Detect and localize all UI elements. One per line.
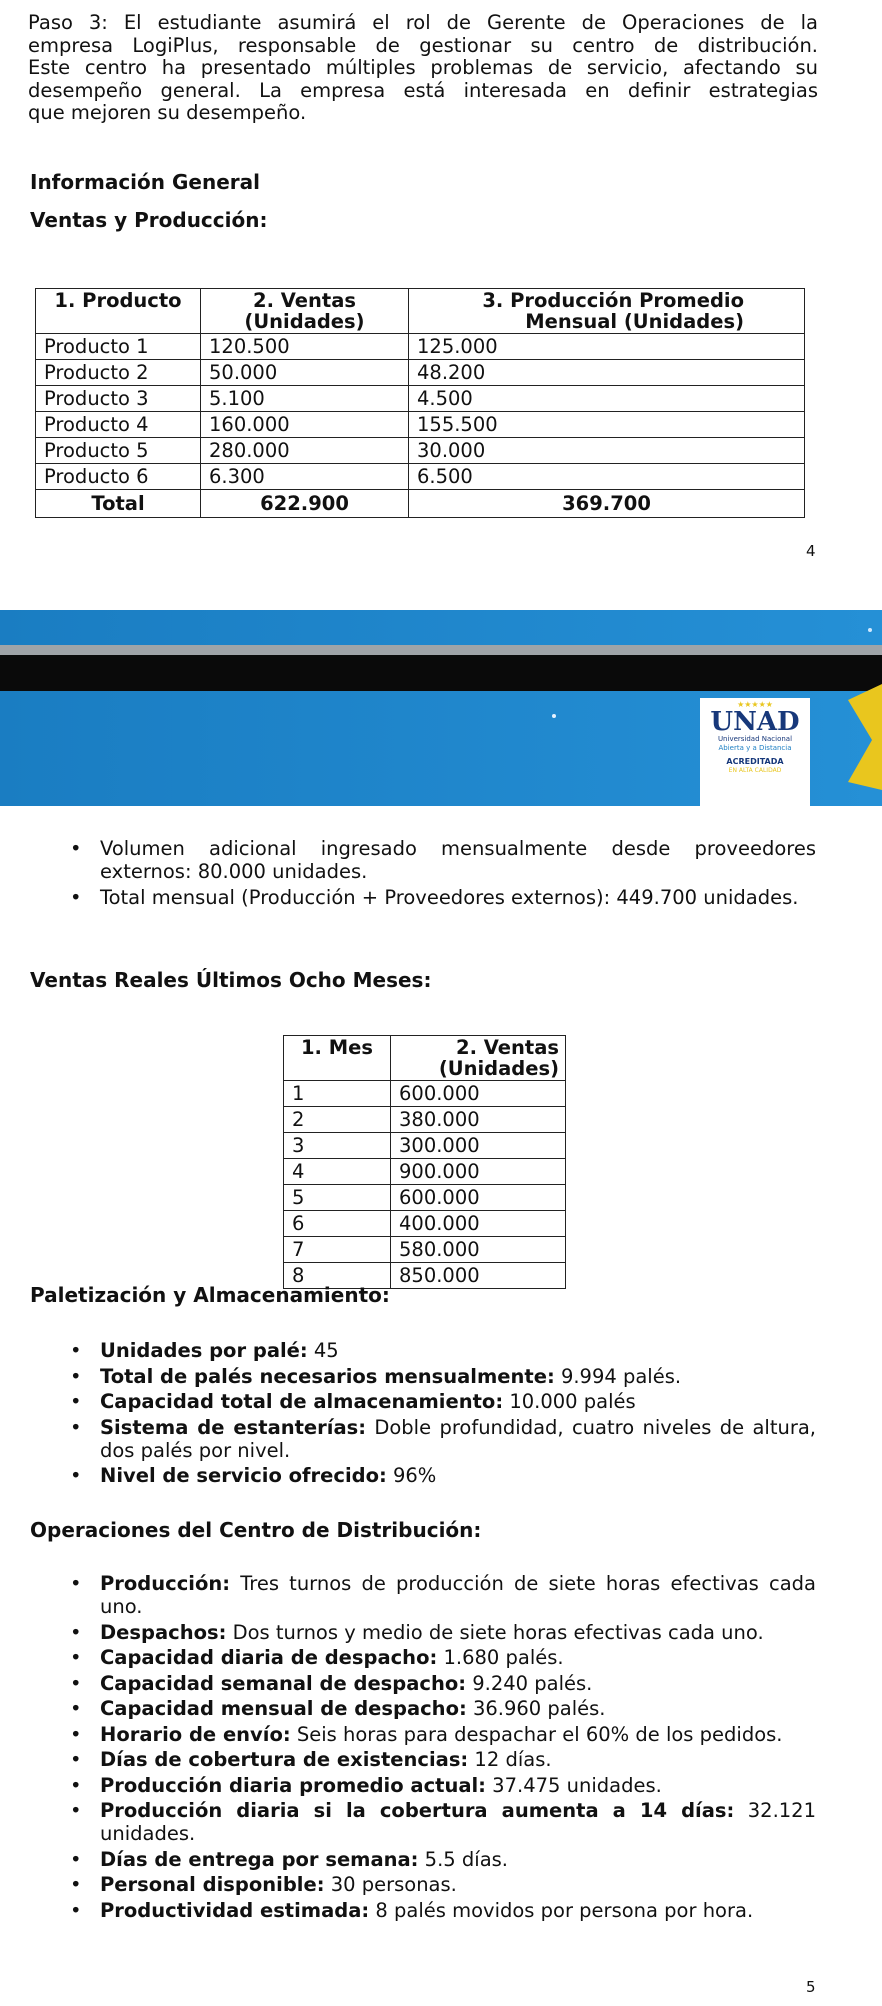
item-value: 45 [307, 1339, 339, 1362]
paletizacion-list [0, 1339, 816, 1490]
table-row [284, 1159, 566, 1185]
intro-line: Este centro ha presentado múltiples problemas de servicio, afectando su [28, 56, 818, 79]
list-item [0, 1697, 816, 1720]
list-item [0, 1339, 816, 1362]
table-cell: 50.000 [201, 360, 409, 386]
table-header-cell: 1. Producto [36, 289, 201, 334]
item-value: 1.680 palés. [437, 1646, 564, 1669]
table-cell: 8 [284, 1263, 391, 1289]
item-value: 32.121 unidades. [100, 1799, 816, 1845]
item-label: Producción diaria promedio actual: [100, 1773, 486, 1797]
item-label: Nivel de servicio ofrecido: [100, 1464, 387, 1487]
table-row [36, 438, 805, 464]
list-item [0, 1646, 816, 1669]
table-cell: 7 [284, 1237, 391, 1263]
table-cell: Producto 5 [36, 438, 201, 464]
table-cell: 1 [284, 1081, 391, 1107]
item-value: 10.000 palés [503, 1390, 636, 1413]
table-cell: 5.100 [201, 386, 409, 412]
table-cell: 6 [284, 1211, 391, 1237]
list-item: • Volumen adicional ingresado mensualmente desde proveedores externos: 80.000 unidades. [0, 837, 816, 883]
table-row [284, 1133, 566, 1159]
table-cell: Producto 1 [36, 334, 201, 360]
table-cell: 6.500 [409, 464, 805, 490]
list-item [0, 1723, 816, 1746]
item-label: Días de cobertura de existencias: [100, 1748, 469, 1771]
table-cell: 580.000 [391, 1237, 566, 1263]
list-item [0, 1672, 816, 1695]
heading-paletizacion: Paletización y Almacenamiento: [30, 1283, 390, 1307]
heading-operaciones: Operaciones del Centro de Distribución: [30, 1518, 482, 1542]
item-value: 9.994 palés. [554, 1364, 682, 1388]
page-break-banner [0, 610, 882, 806]
table-row [284, 1211, 566, 1237]
table-total-cell: Total [36, 490, 201, 518]
item-label: Productividad estimada: [100, 1898, 370, 1922]
list-item [0, 1416, 816, 1462]
table-row [36, 360, 805, 386]
page-number: 5 [806, 1978, 816, 1996]
list-item [0, 1848, 816, 1871]
item-label: Sistema de estanterías: [100, 1415, 367, 1439]
list-item [0, 1799, 816, 1845]
table-header-cell: 1. Mes [284, 1036, 391, 1081]
table-cell: 600.000 [391, 1185, 566, 1211]
table-cell: 120.500 [201, 334, 409, 360]
intro-line: desempeño general. La empresa está interesada en definir estrategias [28, 78, 818, 102]
list-item [0, 1365, 816, 1388]
item-value: 12 días. [468, 1748, 552, 1771]
table-cell: 6.300 [201, 464, 409, 490]
item-value: 5.5 días. [418, 1847, 508, 1871]
table-header-row [36, 289, 805, 334]
table-cell: 160.000 [201, 412, 409, 438]
list-item: • Total mensual (Producción + Proveedores externos): 449.700 unidades. [0, 886, 816, 909]
list-item [0, 1621, 816, 1644]
item-label: Producción diaria si la cobertura aumenta a 14 días: [100, 1799, 735, 1822]
unad-logo [700, 698, 810, 806]
table-header-row [284, 1036, 566, 1081]
table-row [36, 334, 805, 360]
monthly-sales-table [283, 1035, 566, 1289]
item-label: Personal disponible: [100, 1873, 325, 1896]
table-total-cell: 369.700 [409, 490, 805, 518]
table-cell: 600.000 [391, 1081, 566, 1107]
table-cell: 3 [284, 1133, 391, 1159]
table-cell: 48.200 [409, 360, 805, 386]
item-label: Capacidad semanal de despacho: [100, 1671, 467, 1695]
table-cell: Producto 2 [36, 360, 201, 386]
volume-list [0, 837, 816, 911]
table-header-cell: 2. Ventas (Unidades) [201, 289, 409, 334]
list-item [0, 1899, 816, 1922]
item-value: 30 personas. [324, 1873, 457, 1896]
table-row [284, 1237, 566, 1263]
page-number: 4 [806, 542, 816, 560]
logo-line1: Universidad Nacional [717, 735, 793, 743]
table-cell: 2 [284, 1107, 391, 1133]
table-row [36, 412, 805, 438]
heading-ventas-produccion: Ventas y Producción: [30, 208, 268, 232]
item-value: Dos turnos y medio de siete horas efectivas cada uno. [226, 1620, 764, 1644]
item-label: Días de entrega por semana: [100, 1847, 419, 1871]
item-value: Doble profundidad, cuatro niveles de altura, dos palés por nivel. [100, 1415, 816, 1462]
item-value: 9.240 palés. [466, 1671, 593, 1695]
logo-badge: ACREDITADA [726, 757, 784, 766]
intro-line: que mejoren su desempeño. [28, 101, 307, 124]
item-label: Capacidad diaria de despacho: [100, 1646, 438, 1669]
table-row [36, 464, 805, 490]
table-cell: 30.000 [409, 438, 805, 464]
table-row [284, 1107, 566, 1133]
table-cell: Producto 4 [36, 412, 201, 438]
table-cell: 900.000 [391, 1159, 566, 1185]
item-value: Seis horas para despachar el 60% de los pedidos. [290, 1722, 783, 1746]
operaciones-list [0, 1572, 816, 1924]
item-label: Total de palés necesarios mensualmente: [100, 1364, 555, 1388]
table-cell: Producto 3 [36, 386, 201, 412]
item-label: Capacidad total de almacenamiento: [100, 1390, 504, 1413]
table-row [284, 1081, 566, 1107]
table-cell: 850.000 [391, 1263, 566, 1289]
table-cell: 380.000 [391, 1107, 566, 1133]
table-row [36, 386, 805, 412]
item-value: 96% [386, 1464, 437, 1487]
table-cell: 300.000 [391, 1133, 566, 1159]
intro-paragraph [28, 12, 818, 125]
list-item [0, 1873, 816, 1896]
table-cell: 4.500 [409, 386, 805, 412]
intro-line: empresa LogiPlus, responsable de gestionar su centro de distribución. [28, 33, 818, 57]
table-cell: 155.500 [409, 412, 805, 438]
list-item [0, 1748, 816, 1771]
item-value: 37.475 unidades. [485, 1773, 662, 1797]
table-cell: 400.000 [391, 1211, 566, 1237]
table-row [284, 1185, 566, 1211]
heading-informacion-general: Información General [30, 170, 260, 194]
table-header-cell: 2. Ventas (Unidades) [391, 1036, 566, 1081]
products-table [35, 288, 805, 518]
item-value: 8 palés movidos por persona por hora. [369, 1898, 754, 1922]
table-cell: 125.000 [409, 334, 805, 360]
item-label: Capacidad mensual de despacho: [100, 1697, 467, 1720]
heading-ventas-reales: Ventas Reales Últimos Ocho Meses: [30, 968, 432, 992]
table-cell: 280.000 [201, 438, 409, 464]
logo-badge-sub: EN ALTA CALIDAD [728, 767, 782, 774]
item-value: Tres turnos de producción de siete horas efectivas cada uno. [100, 1572, 816, 1618]
item-label: Horario de envío: [100, 1722, 291, 1746]
table-cell: 4 [284, 1159, 391, 1185]
logo-line2: Abierta y a Distancia [718, 744, 792, 752]
table-cell: Producto 6 [36, 464, 201, 490]
table-total-cell: 622.900 [201, 490, 409, 518]
list-item [0, 1572, 816, 1618]
intro-line: Paso 3: El estudiante asumirá el rol de Gerente de Operaciones de la [28, 11, 818, 34]
list-item [0, 1390, 816, 1413]
list-item [0, 1464, 816, 1487]
table-total-row [36, 490, 805, 518]
logo-name: UNAD [710, 707, 800, 737]
item-label: Unidades por palé: [100, 1339, 308, 1362]
item-label: Producción: [100, 1572, 231, 1595]
item-label: Despachos: [100, 1620, 227, 1644]
logo-stars-icon: ★★★★★ [737, 700, 773, 709]
item-value: 36.960 palés. [466, 1697, 606, 1720]
table-header-cell: 3. Producción Promedio Mensual (Unidades) [409, 289, 805, 334]
table-cell: 5 [284, 1185, 391, 1211]
list-item [0, 1774, 816, 1797]
